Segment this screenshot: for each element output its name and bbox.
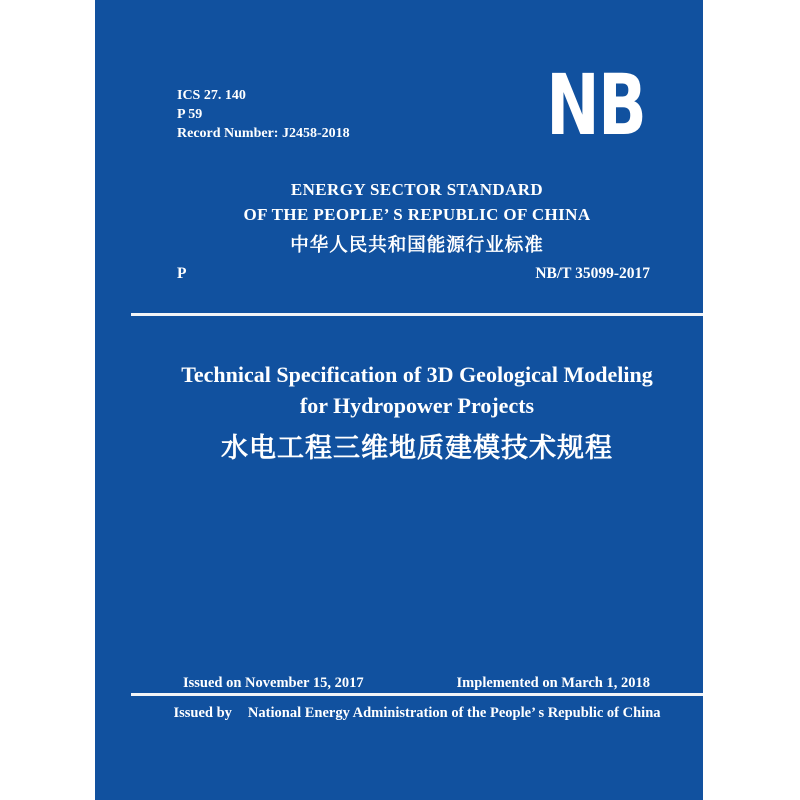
issuer-row: [131, 705, 703, 722]
title-en-line1: Technical Specification of 3D Geological Modeling: [181, 362, 653, 387]
implemented-date: Implemented on March 1, 2018: [456, 675, 650, 691]
standard-heading-en-line2: OF THE PEOPLE’ S REPUBLIC OF CHINA: [243, 204, 591, 224]
issued-by-value: National Energy Administration of the People’ s Republic of China: [247, 705, 661, 721]
standard-number: NB/T 35099-2017: [535, 265, 650, 282]
title-en-line2: for Hydropower Projects: [299, 393, 535, 418]
category-letter: P: [177, 265, 187, 282]
standard-cover: [95, 0, 703, 800]
standard-heading-en: [131, 178, 703, 227]
meta-block: [177, 86, 350, 143]
record-number: Record Number: J2458-2018: [177, 126, 350, 141]
title-en: [131, 359, 703, 421]
issued-date: Issued on November 15, 2017: [183, 675, 364, 691]
top-divider: [131, 313, 703, 316]
date-row: [131, 675, 703, 692]
classification-code: P 59: [177, 107, 203, 122]
title-cn: 水电工程三维地质建模技术规程: [221, 433, 613, 463]
ics-code: ICS 27. 140: [177, 88, 246, 103]
code-row: [131, 265, 703, 283]
nb-logo: NB: [545, 56, 645, 154]
standard-heading-cn: 中华人民共和国能源行业标准: [290, 234, 544, 255]
cover-content: [131, 0, 703, 800]
issued-by-label: Issued by: [173, 705, 232, 721]
bottom-divider: [131, 693, 703, 696]
standard-heading-en-line1: ENERGY SECTOR STANDARD: [290, 180, 544, 199]
